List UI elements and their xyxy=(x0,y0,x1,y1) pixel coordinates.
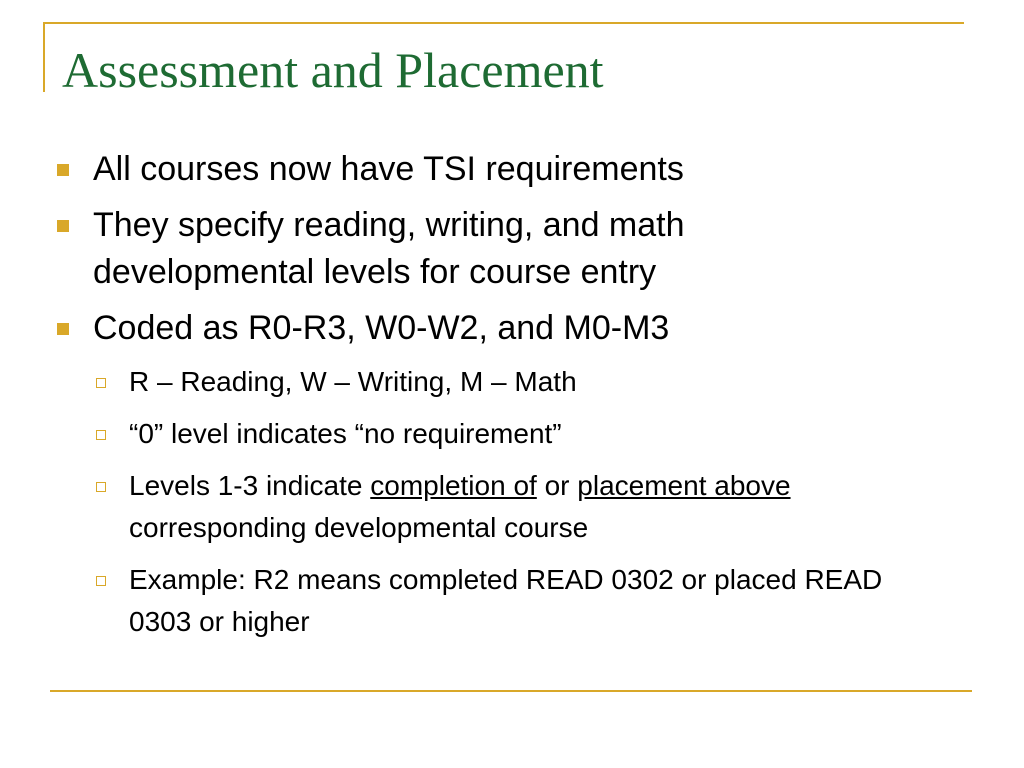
underlined-term-completion-of: completion of xyxy=(370,470,537,501)
underlined-term-placement-above: placement above xyxy=(577,470,791,501)
hollow-square-bullet-icon xyxy=(96,378,106,388)
top-border-line xyxy=(44,22,964,24)
sub-bullet-text: R – Reading, W – Writing, M – Math xyxy=(129,366,577,397)
bullet-text: They specify reading, writing, and math developmental levels for course entry xyxy=(93,206,685,291)
filled-square-bullet-icon xyxy=(57,164,69,176)
sub-bullet-item xyxy=(0,413,909,455)
bullet-item xyxy=(0,305,853,352)
sub-bullet-item xyxy=(0,465,909,549)
hollow-square-bullet-icon xyxy=(96,482,106,492)
sub-bullet-text-part: corresponding developmental course xyxy=(129,512,589,543)
slide-title: Assessment and Placement xyxy=(62,42,604,98)
bullet-text: All courses now have TSI requirements xyxy=(93,150,684,188)
bullet-item xyxy=(0,146,853,193)
sub-bullet-item xyxy=(0,361,909,403)
sub-bullet-text: “0” level indicates “no requirement” xyxy=(129,418,562,449)
slide-content xyxy=(0,146,1024,653)
bullet-item xyxy=(0,202,853,296)
hollow-square-bullet-icon xyxy=(96,430,106,440)
filled-square-bullet-icon xyxy=(57,323,69,335)
filled-square-bullet-icon xyxy=(57,220,69,232)
bullet-text: Coded as R0-R3, W0-W2, and M0-M3 xyxy=(93,309,670,347)
sub-bullet-text-part: Levels 1-3 indicate xyxy=(129,470,371,501)
sub-bullet-text-part: or xyxy=(536,470,578,501)
sub-bullet-item xyxy=(0,559,909,643)
sub-bullet-text: Example: R2 means completed READ 0302 or placed READ 0303 or higher xyxy=(129,564,883,637)
hollow-square-bullet-icon xyxy=(96,576,106,586)
bottom-border-line xyxy=(50,690,972,692)
left-border-line xyxy=(43,22,45,92)
